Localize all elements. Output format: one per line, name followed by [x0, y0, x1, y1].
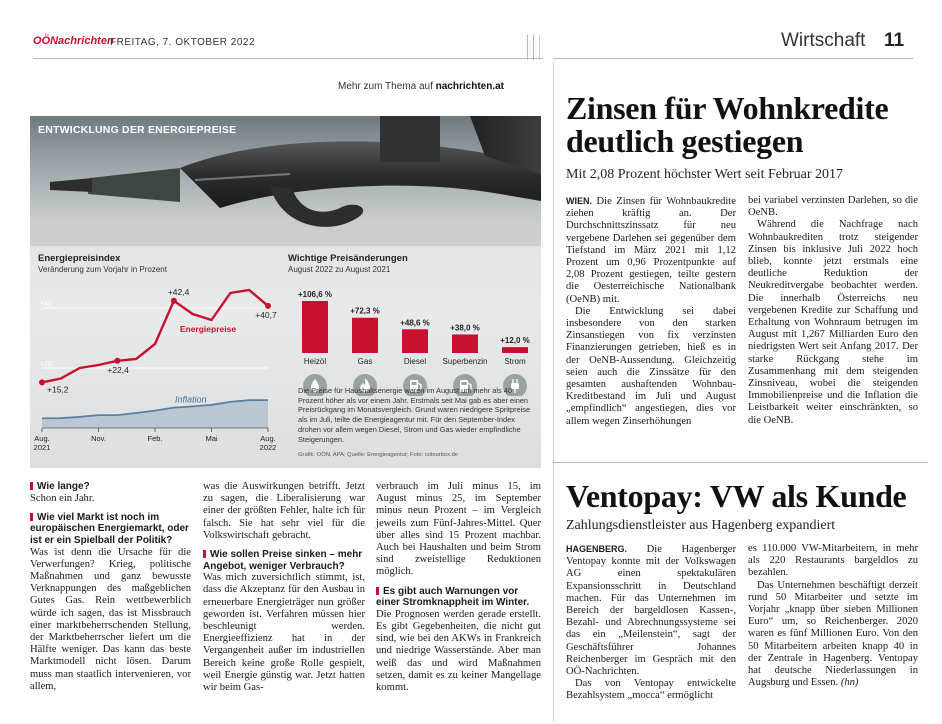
article1-subhead: Mit 2,08 Prozent höchster Wert seit Februar 2017 [566, 167, 844, 182]
article1-kicker: WIEN. [566, 196, 592, 206]
data-point [265, 303, 271, 309]
article1-paragraph: bei variabel verzinsten Darlehen, so die OeNB. [748, 195, 918, 219]
more-topic-line [338, 81, 504, 92]
gutter-mark [533, 35, 534, 60]
article2-paragraph [566, 543, 736, 678]
header-rule [33, 58, 543, 59]
index-chart-title: Energiepreisindex [38, 253, 121, 264]
interview-answer: Schon ein Jahr. [30, 492, 95, 504]
question-text: Wie viel Markt ist noch im europäischen Energiemarkt, oder ist er ein Spielball der Politik? [30, 511, 189, 546]
x-tick-label: 2022 [259, 443, 277, 452]
price-change-bar [352, 318, 378, 353]
question-text: Wie sollen Preise sinken – mehr Angebot, weniger Verbrauch? [203, 549, 363, 572]
interview-answer: Die Prognosen werden gerade erstellt. Es gibt Gegebenheiten, die nicht gut sind, wie bei den AKWs in Frankreich und niedrige Wasserstände. Aber man weiß das und wird Maßnahmen setzen, damit es zu keiner Mangellage kommt. [376, 608, 541, 694]
x-tick-label: Aug. [260, 434, 276, 443]
data-point [171, 298, 177, 304]
data-label: +40,7 [255, 309, 277, 320]
bar-value-label: +72,3 % [350, 306, 380, 316]
bar-value-label: +38,0 % [450, 323, 480, 333]
price-change-bar [302, 301, 328, 353]
bar-value-label: +48,6 % [400, 318, 430, 328]
gutter-mark [527, 35, 528, 60]
question-marker [30, 482, 33, 490]
x-tick-label: Feb. [147, 434, 163, 443]
pump-window [412, 382, 417, 385]
fuel-nozzle-photo [30, 116, 541, 256]
newspaper-logo: OÖNachrichten [33, 35, 114, 47]
inflation-area [42, 400, 268, 428]
more-topic-prefix: Mehr zum Thema auf [338, 81, 433, 92]
grid-label: +20 [40, 361, 52, 368]
article1-headline: Zinsen für Wohnkredite deutlich gestiegen [566, 90, 889, 159]
article1-paragraph [566, 195, 736, 306]
interview-answer: Was ist denn die Ursache für die Verwerfungen? Krieg, politische Maßnahmen und ganz bewusste Verknappungen des maßgeblichen Gutes Gas. Rein wettbewerblich würde ich sagen, das ist Missbrauch einer marktbeherrschenden Stellung, der Marktbeherrscher liefert um die Hälfte weniger. Das kann das beste Marktmodell nicht lösen. Darum muss man staatlich intervenieren, vor allem, [30, 546, 191, 692]
header-rule [553, 58, 913, 59]
x-tick-label: Nov. [91, 434, 106, 443]
article2-column-2 [748, 543, 918, 689]
bar-category-label: Gas [357, 357, 373, 366]
energy-price-graphic [30, 116, 541, 468]
article2-column-1 [566, 543, 736, 703]
data-label: +22,4 [107, 364, 129, 375]
x-tick-label: Mai [205, 434, 218, 443]
question-marker [30, 513, 33, 521]
article2-kicker: HAGENBERG. [566, 544, 628, 554]
article2-text: Das Unternehmen beschäftigt derzeit rund 50 Mitarbeiter und setzte im Vorjahr „knapp über sieben Millionen Euro“ um, so Reichenberger. 2020 waren es fünf Millionen Euro. Von den 50 Mitarbeitern arbeiten knapp 40 in der Zentrale in Hagenberg. Ventopay hat deutsche Niederlassungen in Augsburg und Essen. [748, 579, 918, 689]
price-changes-title: Wichtige Preisänderungen [288, 253, 408, 264]
interview-answer: verbrauch im Juli minus 15, im August minus 25, im September minus neun Prozent – im Vergleich jeweils zum Fünf-Jahres-Mittel. Quer über alles sind 15 Prozent machbar. Auch bei Haushalten und beim Strom sind zweistellige Reduktionen möglich. [376, 481, 541, 578]
data-point [39, 379, 45, 385]
energy-series-label: Energiepreise [179, 324, 237, 334]
energy-price-line [42, 290, 268, 382]
bar-value-label: +106,6 % [297, 290, 333, 299]
interview-column-3 [376, 481, 541, 694]
question-text: Es gibt auch Warnungen vor einer Stromknappheit im Winter. [376, 585, 530, 609]
interview-question [30, 481, 191, 493]
interview-question [203, 549, 365, 572]
column-divider [553, 62, 554, 722]
article-separator [553, 462, 928, 463]
article1-column-2 [748, 195, 918, 427]
price-changes-bar-chart [288, 276, 538, 396]
article2-headline: Ventopay: VW als Kunde [566, 478, 907, 514]
interview-answer: Was mich zuversichtlich stimmt, ist, dass die Akzeptanz für den Ausbau in erneuerbare Energieträger nun größer geworden ist. Verfahren müssen hier beschleunigt werden. Energieeffizienz hat in der Vergangenheit außer im industriellen Bereich keine große Rolle gespielt, weil Energie günstig war. Jetzt hatten wir beim Gas- [203, 572, 365, 694]
interview-answer: was die Auswirkungen betrifft. Jetzt zu sagen, die Liberalisierung war einer der größten Fehler, halte ich für falsch. Sie hat sehr viel für die Volkswirtschaft gebracht. [203, 481, 365, 541]
interview-question [30, 512, 191, 547]
data-label: +15,2 [47, 384, 69, 395]
gutter-mark [539, 35, 540, 60]
bar-category-label: Diesel [403, 357, 427, 366]
index-chart-subtitle: Veränderung zum Vorjahr in Prozent [38, 265, 167, 274]
data-point [114, 358, 120, 364]
bar-category-label: Heizöl [303, 357, 327, 366]
question-text: Wie lange? [37, 481, 90, 492]
article2-text: Die Hagenberger Ventopay konnte mit der Volkswagen AG einen spektakulären Expansionsschritt in Deutschland machen. Für das Unternehmen im Bereich der bargeldlosen Kassen-, Bezahl- und Abrechnungssysteme sei das ein „Meilenstein“, sagt der Geschäftsführer Johannes Reichenberger im Gespräch mit den OÖ-Nachrichten. [566, 544, 736, 678]
question-marker [376, 587, 379, 595]
energy-index-line-chart [30, 268, 290, 468]
page-number: 11 [884, 30, 905, 51]
article1-paragraph: Während die Nachfrage nach Wohnbaukrediten trotz steigender Zinsen bis inklusive Juli 2022 hoch blieb, konnte jetzt erstmals eine deutliche Reduktion der Neukreditvergabe beobachtet werden. Die innerhalb Österreichs neu vergebenen Kredite zur Schaffung und Erhaltung von Wohnraum betrugen im August mit 1,267 Milliarden Euro den niedrigsten Wert seit Anfang 2017. Der starke Rückgang stehe im Zusammenhang mit dem steigenden Zinsniveau, wobei die steigenden Immobilienpreise und die Inflation die Leistbarkeit weiter einschränkten, so die OeNB. [748, 219, 918, 426]
author-signature: (hn) [840, 677, 859, 689]
article2-paragraph [748, 580, 918, 690]
graphic-note: Die Preise für Haushaltsenergie waren im August um mehr als 40 Prozent höher als vor einem Jahr. Erstmals seit Mai gab es aber einen Preisrückgang im Monatsvergleich. Grund waren niedrigere Spritpreise als im Juli, teilte die Energieagentur mit. Für den September-Index drohen vor allem wegen Diesel, Strom und Gas wieder empfindliche Steigerungen. [298, 386, 531, 444]
article2-subhead: Zahlungsdienstleister aus Hagenberg expandiert [566, 518, 836, 533]
interview-column-2 [203, 481, 365, 694]
page-header [0, 0, 942, 62]
interview-question [376, 586, 541, 609]
article2-paragraph: es 110.000 VW-Mitarbeitern, in mehr als 220 Restaurants bargeldlos zu bezahlen. [748, 543, 918, 579]
more-topic-link[interactable]: nachrichten.at [435, 81, 504, 92]
data-label: +42,4 [167, 286, 190, 297]
price-changes-subtitle: August 2022 zu August 2021 [288, 265, 391, 274]
grid-label: +40 [40, 301, 52, 308]
section-name: Wirtschaft [781, 30, 866, 51]
article1-column-1 [566, 195, 736, 428]
bar-category-label: Superbenzin [442, 357, 488, 366]
issue-date: FREITAG, 7. OKTOBER 2022 [110, 37, 256, 48]
x-tick-label: Aug. [34, 434, 50, 443]
pump-window [462, 382, 467, 385]
x-tick-label: 2021 [33, 443, 51, 452]
graphic-source: Grafik: OÖN, APA; Quelle: Energieagentur; Foto: colourbox.de [298, 452, 459, 458]
interview-column-1 [30, 481, 191, 693]
bar-category-label: Strom [504, 357, 526, 366]
article2-paragraph: Das von Ventopay entwickelte Bezahlsystem „mocca“ ermöglicht [566, 678, 736, 702]
price-change-bar [402, 329, 428, 353]
price-change-bar [452, 334, 478, 353]
article1-paragraph: Die Entwicklung sei dabei insbesondere von den starken Zinsanstiegen von fix verzinsten Finanzierungen getrieben, hieß es in der OeNB-Aussendung. Gleichzeitig seien auch die Zinssätze für den gesamten aushaftenden Wohnbau-Kreditbestand im Juli und August „empfindlich“ angestiegen, dies vor allem wegen Zinserhöhungen [566, 305, 736, 427]
inflation-series-label: Inflation [175, 394, 207, 405]
article1-text: Die Zinsen für Wohnbaukredite ziehen kräftig an. Der Durchschnittszinssatz für neu vergebene Darlehen sei gegenüber dem Tiefstand im März 2021 mit 1,12 Prozent um 0,96 Prozentpunkte auf 2,08 Prozent gestiegen, teilte gestern die Oesterreichische Nationalbank (OeNB) mit. [566, 196, 737, 305]
question-marker [203, 550, 206, 558]
bar-value-label: +12,0 % [500, 336, 530, 346]
price-change-bar [502, 347, 528, 353]
graphic-title: ENTWICKLUNG DER ENERGIEPREISE [38, 124, 237, 136]
